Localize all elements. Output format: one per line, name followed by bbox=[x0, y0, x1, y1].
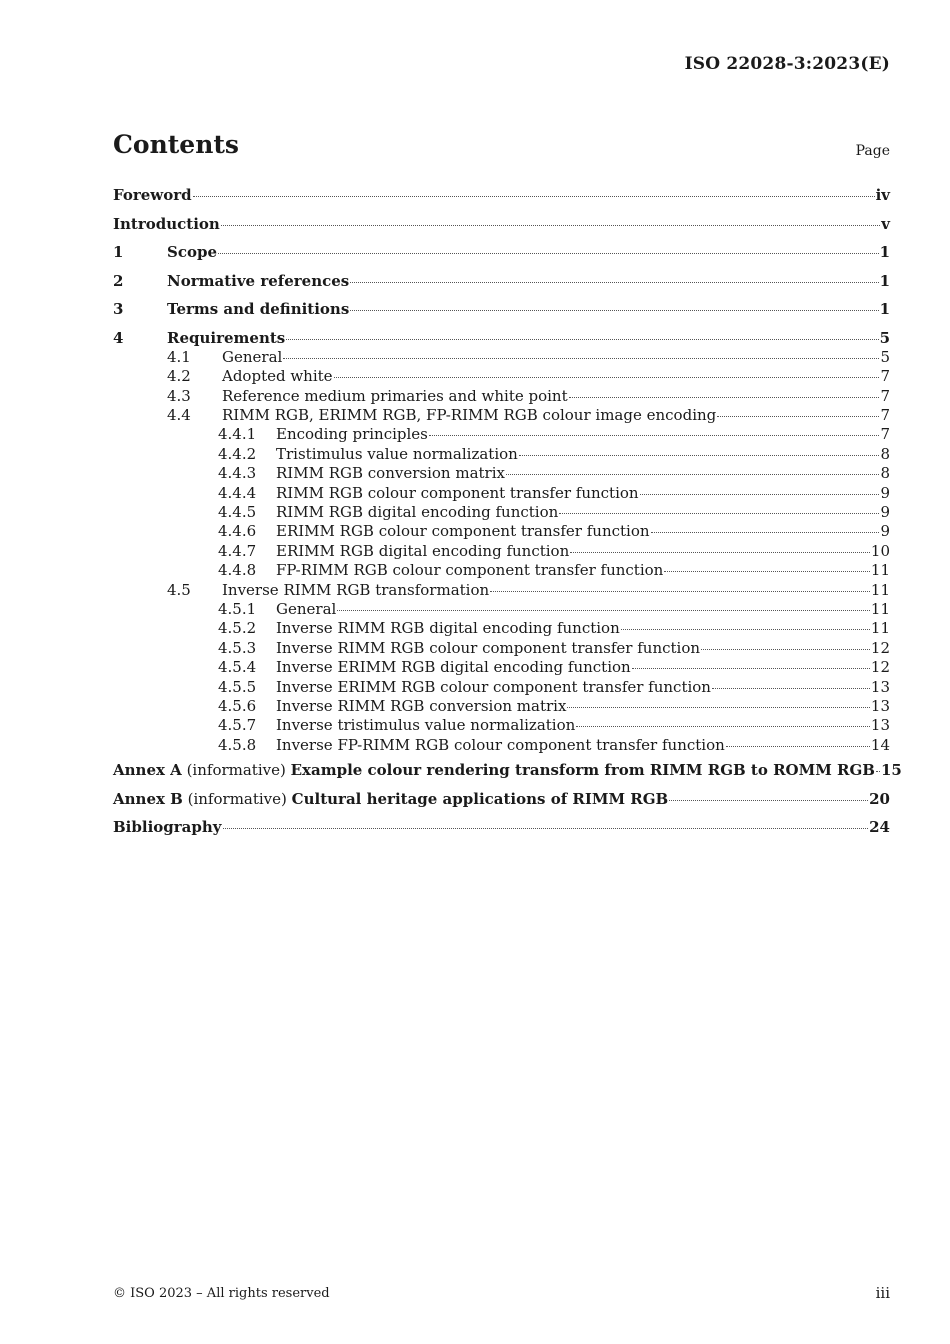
toc-entry-normative-references[interactable] bbox=[113, 272, 890, 301]
dot-leader bbox=[334, 377, 880, 378]
toc-entry-page: 1 bbox=[879, 271, 890, 290]
toc-entry-number: 4.5.2 bbox=[218, 619, 257, 638]
dot-leader bbox=[640, 494, 880, 495]
toc-entry-number: 4.4.6 bbox=[218, 522, 257, 541]
toc-entry-page: 9 bbox=[880, 522, 890, 541]
page-column-label: Page bbox=[855, 143, 890, 159]
toc-entry-4-5-4[interactable] bbox=[113, 658, 890, 677]
toc-entry-4-5-5[interactable] bbox=[113, 678, 890, 697]
toc-entry-4-5-3[interactable] bbox=[113, 639, 890, 658]
toc-entry-4-4-7[interactable] bbox=[113, 542, 890, 561]
toc-entry-text: Inverse RIMM RGB transformation bbox=[222, 580, 490, 599]
toc-entry-number: 4.5.8 bbox=[218, 735, 257, 754]
toc-entry-4-4-6[interactable] bbox=[113, 522, 890, 541]
toc-entry-text: Requirements bbox=[167, 328, 286, 347]
toc-entry-scope[interactable] bbox=[113, 243, 890, 272]
toc-entry-4-4-5[interactable] bbox=[113, 503, 890, 522]
toc-entry-annex-a[interactable] bbox=[113, 761, 902, 790]
dot-leader bbox=[193, 196, 875, 197]
toc-entry-number: 3 bbox=[113, 300, 124, 318]
toc-entry-text: Reference medium primaries and white point bbox=[222, 386, 568, 405]
dot-leader bbox=[576, 726, 870, 727]
dot-leader bbox=[726, 746, 870, 747]
toc-entry-number: 1 bbox=[113, 243, 124, 261]
toc-entry-number: 4.5.1 bbox=[218, 599, 257, 618]
toc-entry-4-5-8[interactable] bbox=[113, 736, 890, 755]
toc-entry-text: Introduction bbox=[113, 214, 220, 233]
toc-entry-foreword[interactable] bbox=[113, 186, 890, 215]
toc-entry-text: Inverse RIMM RGB colour component transfer function bbox=[276, 638, 701, 657]
toc-entry-text: RIMM RGB digital encoding function bbox=[276, 503, 559, 522]
annex-title: Cultural heritage applications of RIMM RGB bbox=[291, 789, 669, 808]
toc-entry-text: Encoding principles bbox=[276, 425, 428, 444]
dot-leader bbox=[664, 571, 870, 572]
toc-entry-number: 4.4.4 bbox=[218, 483, 257, 502]
toc-entry-4-5-1[interactable] bbox=[113, 600, 890, 619]
toc-entry-text: ERIMM RGB colour component transfer function bbox=[276, 522, 650, 541]
page-title: Contents bbox=[113, 130, 240, 159]
toc-entry-text: Inverse tristimulus value normalization bbox=[276, 716, 576, 735]
dot-leader bbox=[350, 310, 878, 311]
toc-entry-4-5-2[interactable] bbox=[113, 619, 890, 638]
footer-copyright: © ISO 2023 – All rights reserved bbox=[113, 1286, 330, 1301]
dot-leader bbox=[570, 552, 870, 553]
toc-entry-text: FP-RIMM RGB colour component transfer function bbox=[276, 561, 664, 580]
toc-entry-text: Tristimulus value normalization bbox=[276, 444, 518, 463]
toc-entry-number: 4.4 bbox=[167, 406, 191, 425]
toc-entry-annex-b[interactable] bbox=[113, 790, 890, 819]
toc-entry-page: 15 bbox=[881, 761, 902, 780]
footer-page-number: iii bbox=[875, 1284, 890, 1302]
toc-entry-text: Normative references bbox=[167, 271, 350, 290]
toc-entry-page: iv bbox=[875, 186, 890, 204]
toc-entry-page: 13 bbox=[870, 677, 890, 696]
toc-entry-text: Inverse FP-RIMM RGB colour component transfer function bbox=[276, 735, 725, 754]
toc-entry-number: 4.3 bbox=[167, 386, 191, 405]
toc-entry-text: Terms and definitions bbox=[167, 300, 350, 318]
toc-entry-4-4-8[interactable] bbox=[113, 561, 890, 580]
dot-leader bbox=[569, 397, 880, 398]
toc-entry-text: Inverse ERIMM RGB colour component transfer function bbox=[276, 677, 711, 696]
toc-entry-text: General bbox=[222, 347, 283, 366]
toc-entry-4-2[interactable] bbox=[113, 367, 890, 386]
toc-entry-page: 8 bbox=[880, 444, 890, 463]
toc-entry-number: 4.4.5 bbox=[218, 503, 257, 522]
toc-entry-number: 4.5.6 bbox=[218, 696, 257, 715]
toc-entry-number: 4.4.3 bbox=[218, 464, 257, 483]
toc-entry-text: Scope bbox=[167, 243, 218, 261]
toc-entry-number: 4.5.7 bbox=[218, 716, 257, 735]
toc-entry-number: 4.2 bbox=[167, 367, 191, 386]
dot-leader bbox=[223, 828, 869, 829]
dot-leader bbox=[567, 707, 869, 708]
toc-entry-page: 12 bbox=[870, 638, 890, 657]
dot-leader bbox=[286, 339, 878, 340]
toc-entry-page: 8 bbox=[880, 464, 890, 483]
toc-entry-page: 7 bbox=[880, 367, 890, 386]
annex-label: Annex B bbox=[113, 789, 183, 808]
toc-entry-page: 7 bbox=[880, 386, 890, 405]
toc-entry-page: 10 bbox=[870, 541, 890, 560]
toc-entry-terms-and-definitions[interactable] bbox=[113, 300, 890, 329]
toc-entry-introduction[interactable] bbox=[113, 215, 890, 244]
toc-entry-text: Foreword bbox=[113, 186, 192, 204]
dot-leader bbox=[712, 688, 870, 689]
dot-leader bbox=[221, 225, 880, 226]
toc-entry-4-4-1[interactable] bbox=[113, 425, 890, 444]
toc-entry-4-4-2[interactable] bbox=[113, 445, 890, 464]
toc-entry-4-1[interactable] bbox=[113, 348, 890, 367]
toc-entry-page: 5 bbox=[879, 328, 890, 347]
toc-entry-number: 4.4.8 bbox=[218, 561, 257, 580]
dot-leader bbox=[632, 668, 870, 669]
toc-entry-text: Bibliography bbox=[113, 818, 222, 837]
annex-type: (informative) bbox=[186, 761, 286, 780]
toc-entry-number: 4.5.4 bbox=[218, 658, 257, 677]
dot-leader bbox=[701, 649, 870, 650]
toc-entry-page: 11 bbox=[870, 599, 890, 618]
toc-entry-number: 4.5 bbox=[167, 580, 191, 599]
dot-leader bbox=[876, 771, 880, 772]
toc-entry-page: 11 bbox=[870, 580, 890, 599]
toc-entry-page: 7 bbox=[880, 425, 890, 444]
toc-entry-number: 4.5.5 bbox=[218, 677, 257, 696]
toc-entry-page: 5 bbox=[880, 347, 890, 366]
toc-entry-page: 1 bbox=[879, 243, 890, 261]
dot-leader bbox=[506, 474, 879, 475]
toc-entry-text: RIMM RGB colour component transfer function bbox=[276, 483, 639, 502]
toc-entry-number: 2 bbox=[113, 271, 124, 290]
dot-leader bbox=[559, 513, 879, 514]
toc-entry-text: Adopted white bbox=[222, 367, 333, 386]
toc-entry-page: 9 bbox=[880, 503, 890, 522]
toc-entry-4-3[interactable] bbox=[113, 387, 890, 406]
toc-entry-text: RIMM RGB, ERIMM RGB, FP-RIMM RGB colour image encoding bbox=[222, 406, 717, 425]
toc-entry-number: 4.4.1 bbox=[218, 425, 257, 444]
toc-entry-text: Inverse RIMM RGB conversion matrix bbox=[276, 696, 567, 715]
dot-leader bbox=[490, 591, 870, 592]
toc-entry-page: 24 bbox=[869, 818, 890, 837]
toc-entry-number: 4 bbox=[113, 328, 124, 347]
toc-entry-number: 4.4.2 bbox=[218, 444, 257, 463]
annex-type: (informative) bbox=[187, 789, 287, 808]
toc-entry-page: 20 bbox=[869, 789, 890, 808]
toc-entry-page: 1 bbox=[879, 300, 890, 318]
table-of-contents bbox=[113, 186, 902, 847]
dot-leader bbox=[218, 253, 879, 254]
toc-entry-requirements[interactable] bbox=[113, 329, 890, 348]
annex-title: Example colour rendering transform from RIMM RGB to ROMM RGB bbox=[290, 761, 875, 780]
toc-entry-text: General bbox=[276, 599, 337, 618]
dot-leader bbox=[283, 358, 879, 359]
toc-entry-page: 14 bbox=[870, 735, 890, 754]
toc-entry-page: 12 bbox=[870, 658, 890, 677]
toc-entry-page: 11 bbox=[870, 619, 890, 638]
toc-entry-text: Inverse ERIMM RGB digital encoding function bbox=[276, 658, 631, 677]
toc-entry-text: Inverse RIMM RGB digital encoding function bbox=[276, 619, 620, 638]
dot-leader bbox=[621, 629, 870, 630]
toc-entry-4-4-4[interactable] bbox=[113, 484, 890, 503]
dot-leader bbox=[337, 610, 870, 611]
toc-entry-4-5[interactable] bbox=[113, 581, 890, 600]
toc-entry-number: 4.4.7 bbox=[218, 541, 257, 560]
toc-entry-page: 13 bbox=[870, 696, 890, 715]
toc-entry-number: 4.5.3 bbox=[218, 638, 257, 657]
dot-leader bbox=[350, 282, 878, 283]
toc-entry-page: 13 bbox=[870, 716, 890, 735]
annex-label: Annex A bbox=[113, 761, 182, 780]
toc-entry-text: RIMM RGB conversion matrix bbox=[276, 464, 505, 483]
toc-entry-4-5-7[interactable] bbox=[113, 716, 890, 735]
dot-leader bbox=[429, 435, 880, 436]
toc-entry-page: 11 bbox=[870, 561, 890, 580]
dot-leader bbox=[519, 455, 880, 456]
toc-entry-page: v bbox=[881, 214, 890, 233]
toc-entry-page: 9 bbox=[880, 483, 890, 502]
toc-entry-4-5-6[interactable] bbox=[113, 697, 890, 716]
toc-entry-bibliography[interactable] bbox=[113, 818, 890, 847]
toc-entry-page: 7 bbox=[880, 406, 890, 425]
toc-entry-number: 4.1 bbox=[167, 347, 191, 366]
dot-leader bbox=[669, 800, 868, 801]
dot-leader bbox=[651, 532, 880, 533]
toc-entry-4-4[interactable] bbox=[113, 406, 890, 425]
document-id: ISO 22028-3:2023(E) bbox=[684, 54, 890, 74]
toc-entry-4-4-3[interactable] bbox=[113, 464, 890, 483]
dot-leader bbox=[717, 416, 879, 417]
toc-entry-text: ERIMM RGB digital encoding function bbox=[276, 541, 570, 560]
